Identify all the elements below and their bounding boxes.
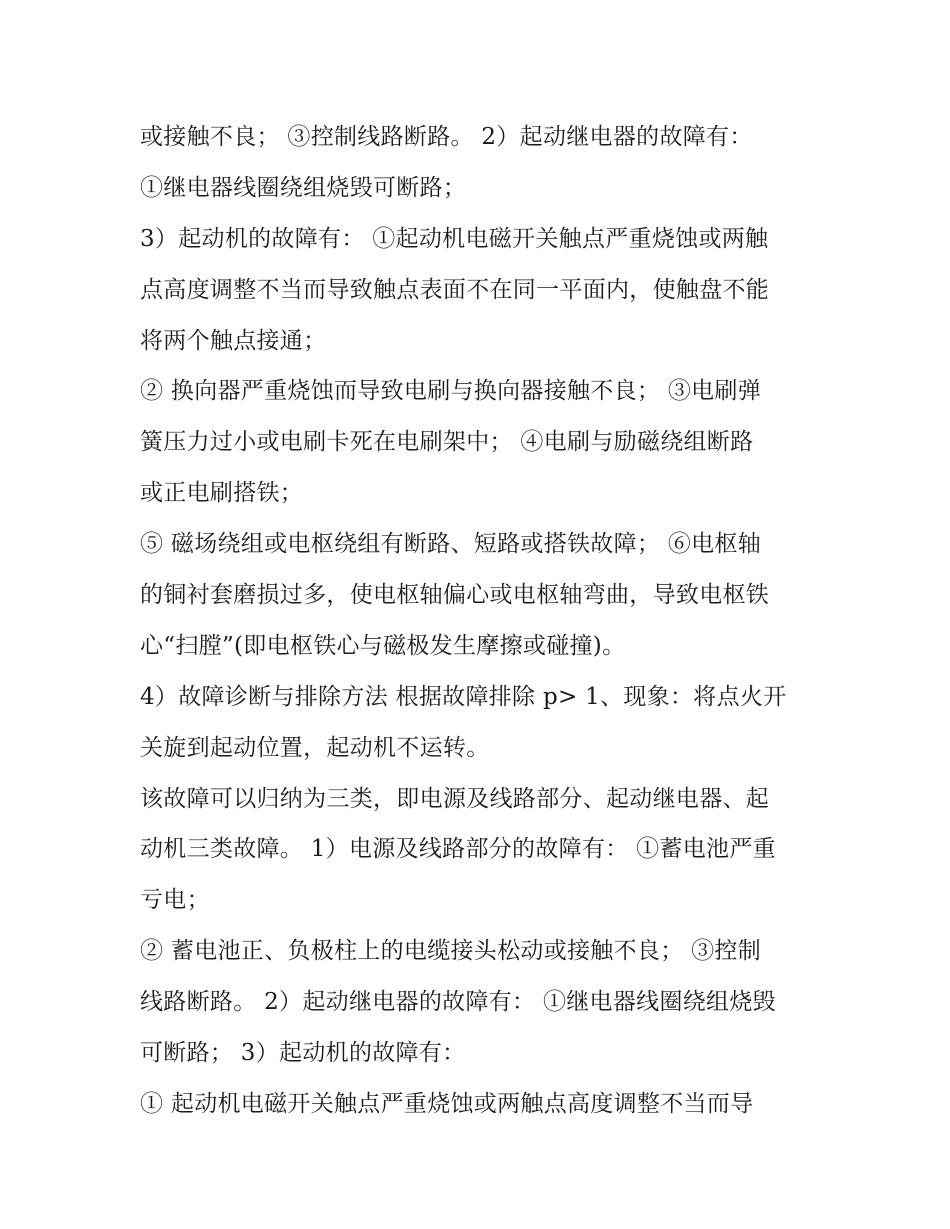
- text-line: 心“扫膛”(即电枢铁心与磁极发生摩擦或碰撞)。: [140, 632, 626, 659]
- text-line: 可断路； 3）起动机的故障有：: [140, 1040, 466, 1067]
- text-line: 该故障可以归纳为三类，即电源及线路部分、起动继电器、起: [140, 785, 770, 812]
- text-line: 线路断路。 2）起动继电器的故障有： ①继电器线圈绕组烧毁: [140, 989, 776, 1016]
- text-line: 点高度调整不当而导致触点表面不在同一平面内，使触盘不能: [140, 276, 770, 303]
- text-line: ⑤ 磁场绕组或电枢绕组有断路、短路或搭铁故障； ⑥电枢轴: [140, 531, 762, 558]
- text-line: 动机三类故障。 1）电源及线路部分的故障有： ①蓄电池严重: [140, 836, 776, 863]
- text-line: 亏电；: [140, 887, 210, 914]
- document-body: [140, 112, 820, 1130]
- text-line: 关旋到起动位置，起动机不运转。: [140, 734, 490, 761]
- text-line: 或正电刷搭铁；: [140, 480, 304, 507]
- text-line: 或接触不良； ③控制线路断路。 2）起动继电器的故障有：: [140, 124, 753, 150]
- text-line: ①继电器线圈绕组烧毁可断路；: [140, 174, 467, 201]
- text-line: 将两个触点接通；: [140, 327, 327, 354]
- text-line: 的铜衬套磨损过多，使电枢轴偏心或电枢轴弯曲，导致电枢铁: [140, 582, 770, 609]
- text-line: ② 蓄电池正、负极柱上的电缆接头松动或接触不良； ③控制: [140, 938, 762, 965]
- text-line: ② 换向器严重烧蚀而导致电刷与换向器接触不良； ③电刷弹: [140, 378, 762, 405]
- text-line: 4）故障诊断与排除方法 根据故障排除 p> 1、现象：将点火开: [140, 683, 787, 710]
- text-line: 簧压力过小或电刷卡死在电刷架中； ④电刷与励磁绕组断路: [140, 429, 754, 456]
- text-line: 3）起动机的故障有： ①起动机电磁开关触点严重烧蚀或两触: [140, 225, 769, 252]
- text-line: ① 起动机电磁开关触点严重烧蚀或两触点高度调整不当而导: [140, 1090, 754, 1117]
